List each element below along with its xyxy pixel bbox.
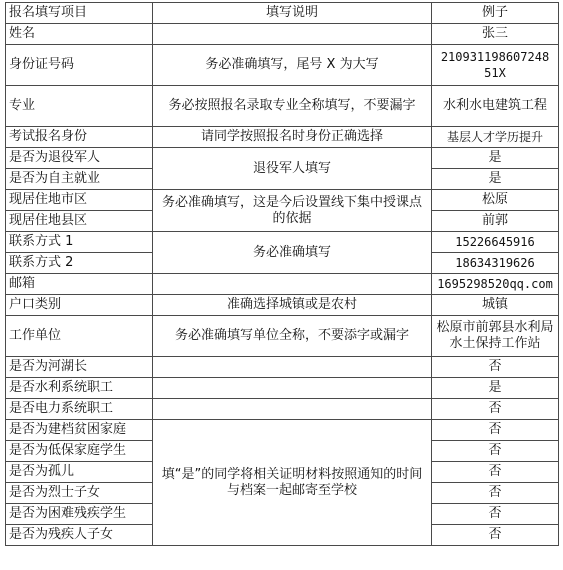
row-identity <box>6 127 559 148</box>
example-contact1: 15226645916 <box>432 232 559 253</box>
label-county: 现居住地县区 <box>6 211 153 232</box>
example-identity: 基层人才学历提升 <box>432 127 559 148</box>
label-major: 专业 <box>6 86 153 127</box>
header-example: 例子 <box>432 3 559 24</box>
row-hukou <box>6 295 559 316</box>
instruction-hukou: 准确选择城镇或是农村 <box>153 295 432 316</box>
example-hukou: 城镇 <box>432 295 559 316</box>
instruction-contact: 务必准确填写 <box>153 232 432 274</box>
instruction-river-chief-empty <box>153 357 432 378</box>
label-selfemployed: 是否为自主就业 <box>6 169 153 190</box>
label-river-chief: 是否为河湖长 <box>6 357 153 378</box>
example-orphan: 否 <box>432 462 559 483</box>
label-disabled-parent: 是否为残疾人子女 <box>6 525 153 546</box>
row-city <box>6 190 559 211</box>
example-water-staff: 是 <box>432 378 559 399</box>
example-veteran: 是 <box>432 148 559 169</box>
example-disabled-student: 否 <box>432 504 559 525</box>
label-power-staff: 是否电力系统职工 <box>6 399 153 420</box>
row-water-staff <box>6 378 559 399</box>
example-contact2: 18634319626 <box>432 253 559 274</box>
label-hukou: 户口类别 <box>6 295 153 316</box>
row-name <box>6 24 559 45</box>
label-low-income: 是否为低保家庭学生 <box>6 441 153 462</box>
registration-form-table-wrapper <box>5 2 559 546</box>
label-city: 现居住地市区 <box>6 190 153 211</box>
example-low-income: 否 <box>432 441 559 462</box>
example-county: 前郭 <box>432 211 559 232</box>
label-contact2: 联系方式 2 <box>6 253 153 274</box>
row-idcard <box>6 45 559 86</box>
label-disabled-student: 是否为困难残疾学生 <box>6 504 153 525</box>
label-martyr: 是否为烈士子女 <box>6 483 153 504</box>
instruction-name-empty <box>153 24 432 45</box>
row-veteran <box>6 148 559 169</box>
row-contact1 <box>6 232 559 253</box>
row-power-staff <box>6 399 559 420</box>
example-power-staff: 否 <box>432 399 559 420</box>
label-veteran: 是否为退役军人 <box>6 148 153 169</box>
example-selfemployed: 是 <box>432 169 559 190</box>
instruction-veteran: 退役军人填写 <box>153 148 432 190</box>
instruction-identity: 请同学按照报名时身份正确选择 <box>153 127 432 148</box>
example-martyr: 否 <box>432 483 559 504</box>
row-poor-family <box>6 420 559 441</box>
example-employer: 松原市前郭县水利局水土保持工作站 <box>432 316 559 357</box>
example-major: 水利水电建筑工程 <box>432 86 559 127</box>
label-email: 邮箱 <box>6 274 153 295</box>
label-orphan: 是否为孤儿 <box>6 462 153 483</box>
instruction-email-empty <box>153 274 432 295</box>
instruction-residence: 务必准确填写，这是今后设置线下集中授课点的依据 <box>153 190 432 232</box>
label-poor-family: 是否为建档贫困家庭 <box>6 420 153 441</box>
label-idcard: 身份证号码 <box>6 45 153 86</box>
label-employer: 工作单位 <box>6 316 153 357</box>
label-identity: 考试报名身份 <box>6 127 153 148</box>
label-name: 姓名 <box>6 24 153 45</box>
registration-form-table <box>5 2 559 546</box>
example-email: 1695298520qq.com <box>432 274 559 295</box>
instruction-idcard: 务必准确填写，尾号 X 为大写 <box>153 45 432 86</box>
instruction-special: 填“是”的同学将相关证明材料按照通知的时间与档案一起邮寄至学校 <box>153 420 432 546</box>
example-disabled-parent: 否 <box>432 525 559 546</box>
header-item: 报名填写项目 <box>6 3 153 24</box>
instruction-power-staff-empty <box>153 399 432 420</box>
example-name: 张三 <box>432 24 559 45</box>
header-row <box>6 3 559 24</box>
label-water-staff: 是否水利系统职工 <box>6 378 153 399</box>
header-instruction: 填写说明 <box>153 3 432 24</box>
instruction-water-staff-empty <box>153 378 432 399</box>
row-email <box>6 274 559 295</box>
example-poor-family: 否 <box>432 420 559 441</box>
label-contact1: 联系方式 1 <box>6 232 153 253</box>
example-idcard: 210931198607248 51X <box>432 45 559 86</box>
row-river-chief <box>6 357 559 378</box>
example-river-chief: 否 <box>432 357 559 378</box>
row-employer <box>6 316 559 357</box>
row-major <box>6 86 559 127</box>
instruction-employer: 务必准确填写单位全称，不要添字或漏字 <box>153 316 432 357</box>
instruction-major: 务必按照报名录取专业全称填写，不要漏字 <box>153 86 432 127</box>
example-city: 松原 <box>432 190 559 211</box>
